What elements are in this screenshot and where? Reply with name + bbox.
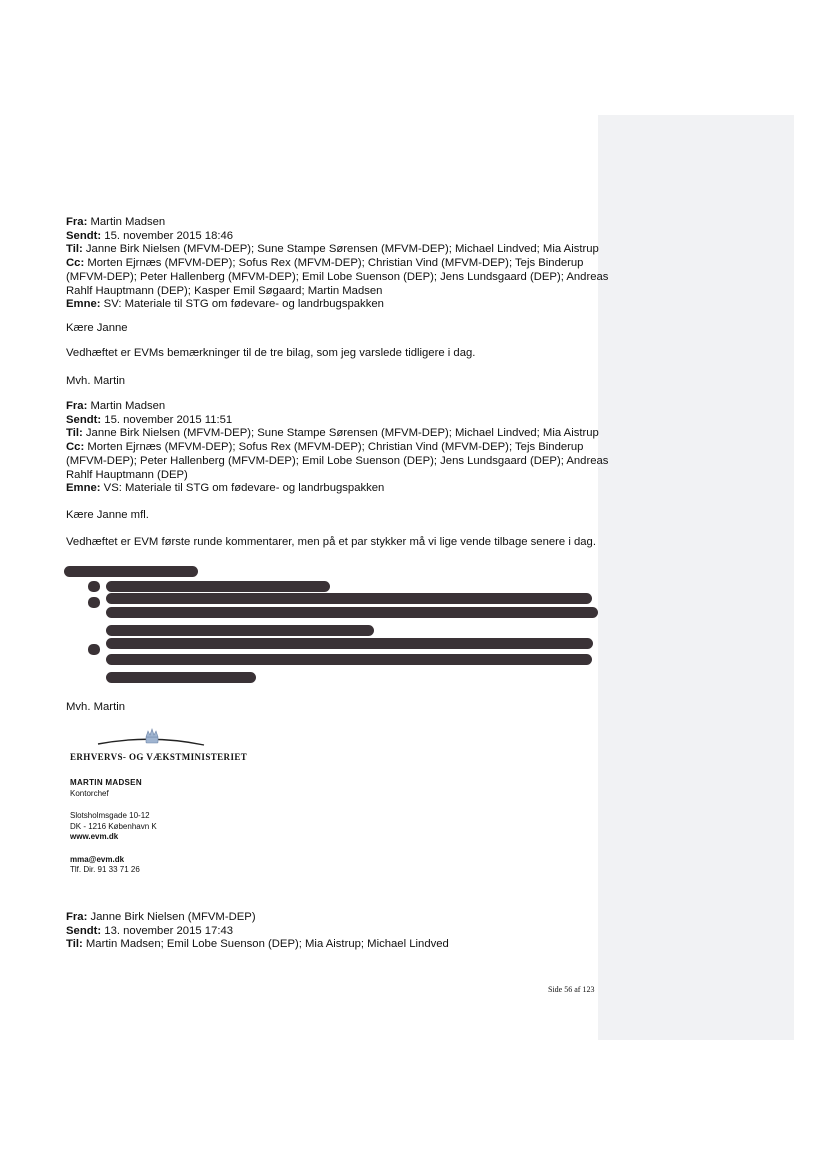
redacted-bullet xyxy=(88,597,100,608)
from-label: Fra: xyxy=(66,216,88,228)
email2-signoff: Mvh. Martin xyxy=(66,701,126,713)
redaction-bar xyxy=(106,593,592,604)
from-value: Martin Madsen xyxy=(90,400,166,412)
redaction-bar xyxy=(106,672,256,683)
redaction-bar xyxy=(106,625,374,636)
redaction-bar xyxy=(106,607,598,618)
redaction-bar xyxy=(64,566,198,577)
signature-address: Slotsholmsgade 10-12 xyxy=(70,811,150,820)
sent-value: 13. november 2015 17:43 xyxy=(104,924,234,937)
from-label: Fra: xyxy=(66,911,88,923)
signature-phone: Tlf. Dir. 91 33 71 26 xyxy=(70,865,140,874)
subject-value: SV: Materiale til STG om fødevare- og landrbugspakken xyxy=(103,298,384,311)
from-value: Janne Birk Nielsen (MFVM-DEP) xyxy=(90,911,256,923)
to-label: Til: xyxy=(66,427,83,440)
signature-web: www.evm.dk xyxy=(70,832,119,841)
email3-header xyxy=(66,911,449,952)
email2-greeting: Kære Janne mfl. xyxy=(66,509,149,521)
to-value: Janne Birk Nielsen (MFVM-DEP); Sune Stampe Sørensen (MFVM-DEP); Michael Lindved; Mia Aistrup xyxy=(85,243,599,256)
signature-block xyxy=(70,778,157,876)
signature-name: MARTIN MADSEN xyxy=(70,778,142,787)
from-label: Fra: xyxy=(66,400,88,412)
cc-value-cont: (MFVM-DEP); Peter Hallenberg (MFVM-DEP); Emil Lobe Suenson (DEP); Jens Lundsgaard (DEP); Andreas xyxy=(66,454,609,467)
cc-label: Cc: xyxy=(66,441,85,454)
cc-value: Morten Ejrnæs (MFVM-DEP); Sofus Rex (MFVM-DEP); Christian Vind (MFVM-DEP); Tejs Binderup xyxy=(87,441,584,454)
to-label: Til: xyxy=(66,938,83,951)
from-value: Martin Madsen xyxy=(90,216,166,228)
email1-body: Vedhæftet er EVMs bemærkninger til de tre bilag, som jeg varslede tidligere i dag. xyxy=(66,347,476,359)
cc-value-cont: Rahlf Hauptmann (DEP) xyxy=(66,468,188,481)
subject-label: Emne: xyxy=(66,298,101,311)
to-value: Martin Madsen; Emil Lobe Suenson (DEP); Mia Aistrup; Michael Lindved xyxy=(85,938,449,951)
ministry-name: ERHVERVS- OG VÆKSTMINISTERIET xyxy=(70,752,248,762)
email2-header xyxy=(66,400,608,496)
email2-body: Vedhæftet er EVM første runde kommentarer, men på et par stykker må vi lige vende tilbage senere i dag. xyxy=(66,536,596,548)
subject-value: VS: Materiale til STG om fødevare- og landrbugspakken xyxy=(103,482,385,495)
sent-label: Sendt: xyxy=(66,413,102,426)
email1-greeting: Kære Janne xyxy=(66,322,128,334)
to-label: Til: xyxy=(66,243,83,256)
cc-value-cont: Rahlf Hauptmann (DEP); Kasper Emil Søgaard; Martin Madsen xyxy=(66,284,383,297)
sent-label: Sendt: xyxy=(66,229,102,242)
subject-label: Emne: xyxy=(66,482,101,495)
sent-label: Sendt: xyxy=(66,924,102,937)
redaction-bar xyxy=(106,638,593,649)
cc-label: Cc: xyxy=(66,257,85,270)
signature-email: mma@evm.dk xyxy=(70,854,125,864)
to-value: Janne Birk Nielsen (MFVM-DEP); Sune Stampe Sørensen (MFVM-DEP); Michael Lindved; Mia Aistrup xyxy=(85,427,599,440)
sent-value: 15. november 2015 18:46 xyxy=(104,229,234,242)
cc-value: Morten Ejrnæs (MFVM-DEP); Sofus Rex (MFVM-DEP); Christian Vind (MFVM-DEP); Tejs Binderup xyxy=(87,257,584,270)
email1-signoff: Mvh. Martin xyxy=(66,375,126,387)
redacted-bullet xyxy=(88,581,100,592)
page-number: Side 56 af 123 xyxy=(548,985,595,994)
sent-value: 15. november 2015 11:51 xyxy=(104,413,233,426)
redacted-bullet xyxy=(88,644,100,655)
redaction-bar xyxy=(106,581,330,592)
email1-header xyxy=(66,216,608,312)
cc-value-cont: (MFVM-DEP); Peter Hallenberg (MFVM-DEP); Emil Lobe Suenson (DEP); Jens Lundsgaard (DEP); Andreas xyxy=(66,270,609,283)
signature-address: DK - 1216 København K xyxy=(70,821,157,831)
margin-shading xyxy=(598,115,794,1040)
redaction-bar xyxy=(106,654,592,665)
signature-title: Kontorchef xyxy=(70,788,109,798)
